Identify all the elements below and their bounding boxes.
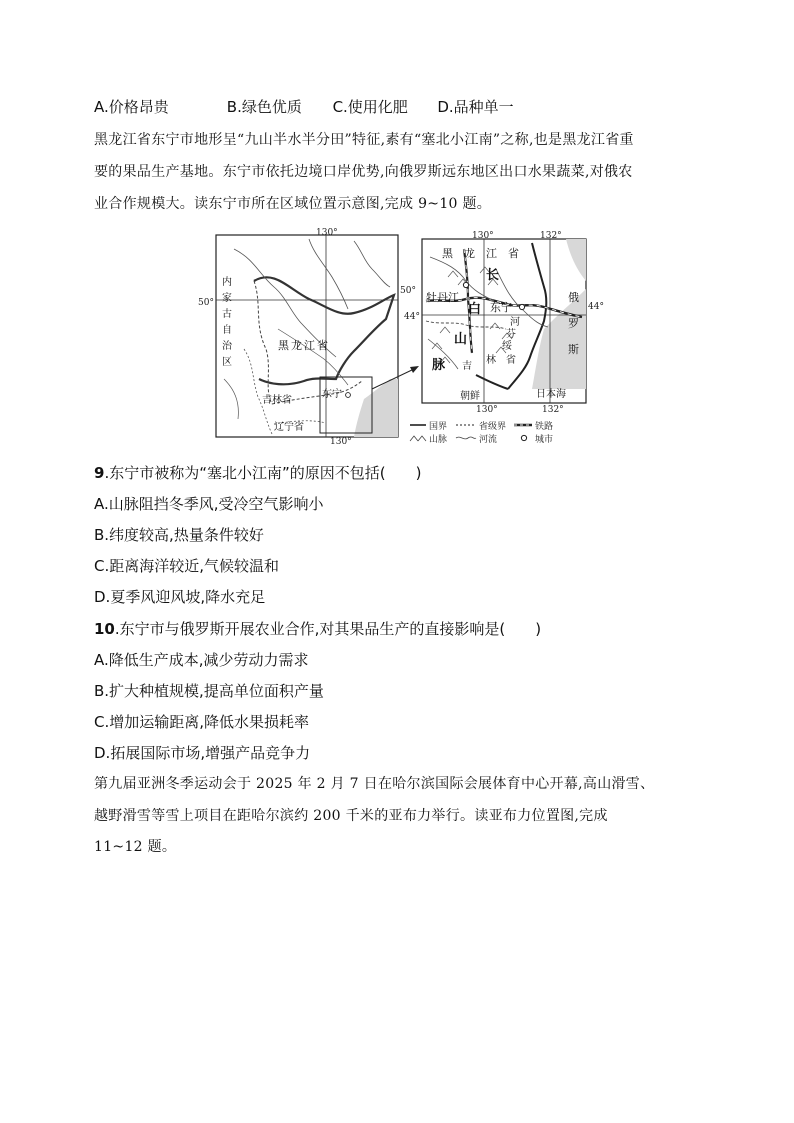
q8-option-d[interactable]: D.品种单一 [437, 98, 514, 116]
q8-option-a[interactable]: A.价格昂贵 [94, 98, 169, 116]
legend-railway-label: 铁路 [535, 422, 554, 432]
q8-options-row [94, 96, 514, 117]
left-lon-top-label: 130° [316, 228, 338, 238]
jilin-right-char-3: 省 [506, 355, 516, 366]
changbai-char-3: 山 [454, 332, 468, 347]
q9-option-d[interactable]: D.夏季风迎风坡,降水充足 [94, 588, 266, 606]
changbai-char-1: 长 [486, 268, 500, 283]
russia-char-1: 俄 [568, 291, 579, 304]
mudanjiang-label: 牡丹江 [426, 291, 459, 304]
left-lon-bottom-label: 130° [330, 437, 352, 447]
suifen-char-2: 芬 [506, 329, 516, 340]
left-map [216, 235, 419, 437]
nm-char-2: 家 [222, 293, 232, 304]
intro-9-10-line-2: 要的果品生产基地。东宁市依托边境口岸优势,向俄罗斯远东地区出口水果蔬菜,对俄农 [94, 164, 633, 180]
intro-9-10-line-1: 黑龙江省东宁市地形呈“九山半水半分田”特征,素有“塞北小江南”之称,也是黑龙江省重 [94, 132, 634, 148]
right-lon132-top-label: 132° [540, 231, 562, 241]
dongning-left-label: 东宁 [322, 389, 342, 400]
q9-option-b[interactable]: B.纬度较高,热量条件较好 [94, 526, 264, 544]
liaoning-label: 辽宁省 [274, 422, 304, 433]
nm-char-1: 内 [222, 277, 232, 288]
korea-label: 朝鲜 [460, 391, 480, 402]
nm-char-4: 自 [222, 325, 232, 336]
q9-number: 9 [94, 464, 105, 482]
nm-char-5: 治 [222, 341, 232, 352]
q9-option-c[interactable]: C.距离海洋较近,气候较温和 [94, 557, 280, 575]
russia-char-3: 斯 [568, 343, 579, 356]
intro-9-10-line-3: 业合作规模大。读东宁市所在区域位置示意图,完成 9~10 题。 [94, 196, 492, 212]
changbai-char-4: 脉 [432, 358, 446, 373]
q10-option-d[interactable]: D.拓展国际市场,增强产品竞争力 [94, 744, 311, 762]
q10-option-b[interactable]: B.扩大种植规模,提高单位面积产量 [94, 682, 324, 700]
q10-stem-text: .东宁市与俄罗斯开展农业合作,对其果品生产的直接影响是( ) [114, 620, 542, 638]
legend-mountain-label: 山脉 [429, 435, 448, 445]
right-map [422, 239, 586, 403]
right-lat44-left-label: 44° [404, 312, 420, 322]
right-lon132-bottom-label: 132° [542, 405, 564, 415]
q10-number: 10 [94, 620, 115, 638]
left-lat-left-label: 50° [198, 298, 214, 308]
nm-char-3: 古 [222, 309, 232, 320]
dongning-right-label: 东宁 [490, 301, 512, 314]
q10-option-c[interactable]: C.增加运输距离,降低水果损耗率 [94, 713, 310, 731]
changbai-char-2: 白 [468, 302, 482, 317]
japan-sea-label: 日本海 [536, 389, 566, 400]
right-lon130-top-label: 130° [472, 231, 494, 241]
jilin-right-char-1: 吉 [462, 361, 472, 372]
jilin-label: 吉林省 [262, 395, 292, 406]
left-lat-right-label: 50° [400, 286, 416, 296]
right-lon130-bottom-label: 130° [476, 405, 498, 415]
map-legend [410, 420, 553, 445]
intro-11-12-line-2: 越野滑雪等雪上项目在距哈尔滨约 200 千米的亚布力举行。读亚布力位置图,完成 [94, 808, 608, 824]
intro-11-12-line-1: 第九届亚洲冬季运动会于 2025 年 2 月 7 日在哈尔滨国际会展体育中心开幕,高山滑雪、 [94, 776, 655, 792]
right-lat44-right-label: 44° [588, 302, 604, 312]
q9-stem-text: .东宁市被称为“塞北小江南”的原因不包括( ) [104, 464, 422, 482]
q9-stem [94, 462, 421, 483]
suifen-char-1: 河 [510, 317, 520, 328]
suifen-char-3: 绥 [502, 341, 512, 352]
hlj-char-1: 黑 [442, 247, 453, 260]
hlj-char-3: 江 [486, 247, 497, 260]
location-map-figure [198, 228, 604, 447]
russia-char-2: 罗 [568, 317, 579, 330]
legend-province-label: 省级界 [479, 422, 507, 432]
hlj-char-4: 省 [508, 247, 519, 260]
legend-border-label: 国界 [429, 422, 448, 432]
nm-char-6: 区 [222, 357, 232, 368]
q10-option-a[interactable]: A.降低生产成本,减少劳动力需求 [94, 651, 309, 669]
heilongjiang-label: 黑龙江省 [278, 339, 330, 352]
legend-city-label: 城市 [535, 435, 554, 445]
hlj-char-2: 龙 [464, 247, 475, 260]
q9-option-a[interactable]: A.山脉阻挡冬季风,受冷空气影响小 [94, 495, 324, 513]
q10-stem [94, 618, 541, 639]
q8-option-b[interactable]: B.绿色优质 [226, 98, 302, 116]
intro-11-12-line-3: 11~12 题。 [94, 839, 177, 855]
legend-river-label: 河流 [479, 435, 498, 445]
jilin-right-char-2: 林 [486, 355, 496, 366]
q8-option-c[interactable]: C.使用化肥 [332, 98, 408, 116]
